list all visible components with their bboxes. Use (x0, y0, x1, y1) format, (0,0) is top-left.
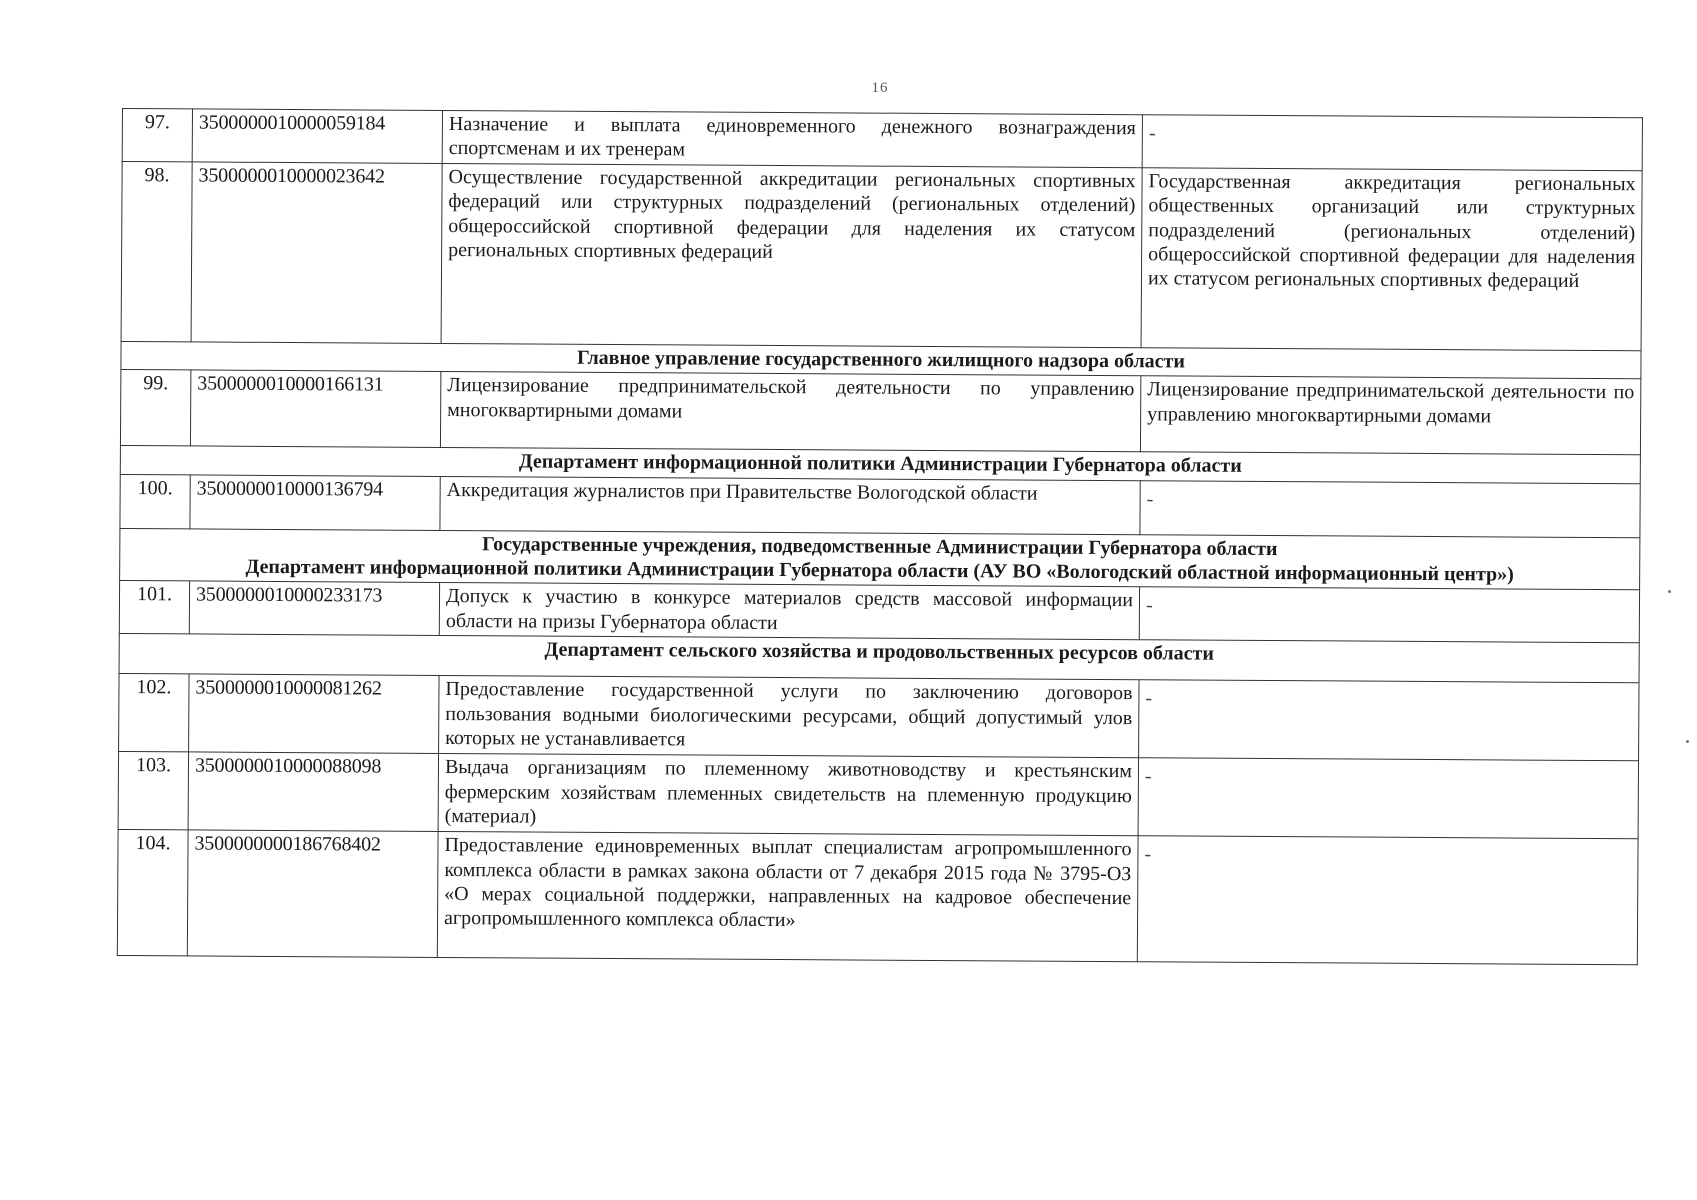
section-title-line: Государственные учреждения, подведомственные Администрации Губернатора области (482, 532, 1278, 560)
registry-code: 3500000010000233173 (189, 581, 439, 635)
service-note: Лицензирование предпринимательской деятельности по управлению многоквартирными домами (1140, 376, 1640, 455)
scan-speck (1686, 740, 1689, 743)
table-row (119, 581, 1639, 643)
service-note: - (1142, 115, 1642, 171)
table-row (122, 109, 1642, 171)
service-note: - (1140, 480, 1640, 537)
table-row (121, 161, 1642, 350)
service-name: Аккредитация журналистов при Правительстве Вологодской области (440, 476, 1140, 534)
service-name: Предоставление государственной услуги по заключению договоров пользования водными биологическими ресурсами, общий допустимый улов которых не устанавливается (439, 676, 1139, 758)
section-title: Департамент сельского хозяйства и продовольственных ресурсов области (119, 634, 1639, 683)
section-subtitle-line: Департамент информационной политики Администрации Губернатора области (АУ ВО «Вологодский областной информационный центр») (245, 555, 1514, 586)
table-row (120, 474, 1640, 537)
registry-code: 3500000010000023642 (191, 162, 442, 344)
section-header-row (120, 528, 1640, 590)
table-row (119, 674, 1639, 761)
service-name: Выдача организациям по племенному животноводству и крестьянским фермерским хозяйствам племенных свидетельств на племенную продукцию (материал) (438, 754, 1138, 836)
service-note: - (1139, 587, 1639, 643)
service-name: Допуск к участию в конкурсе материалов средств массовой информации области на призы Губернатора области (439, 583, 1139, 640)
row-number: 104. (117, 830, 188, 956)
page-number: 16 (871, 80, 889, 96)
row-number: 103. (118, 752, 188, 830)
scan-speck (1668, 590, 1671, 593)
service-name: Осуществление государственной аккредитации региональных спортивных федераций или структурных подразделений (региональных отделений) общероссийской спортивной федерации для наделения их статусом региональных спортивных федераций (441, 163, 1142, 347)
service-note: Государственная аккредитация региональных общественных организаций или структурных подразделений (региональных отделений) общероссийской спортивной федерации для наделения их статусом региональных спортивных федераций (1141, 168, 1642, 351)
row-number: 102. (119, 674, 189, 752)
registry-code: 3500000010000166131 (190, 370, 440, 448)
registry-code: 3500000010000088098 (188, 752, 438, 832)
section-title: Департамент информационной политики Администрации Губернатора области (120, 446, 1640, 484)
section-title: Главное управление государственного жилищного надзора области (121, 341, 1641, 379)
row-number: 100. (120, 474, 190, 528)
row-number: 98. (121, 161, 192, 341)
register-sheet (117, 108, 1642, 965)
service-note: - (1137, 836, 1638, 965)
table-row (117, 830, 1638, 965)
registry-code: 3500000010000136794 (190, 474, 440, 530)
services-table (117, 108, 1643, 965)
section-title (120, 528, 1640, 590)
registry-code: 3500000010000059184 (192, 109, 442, 163)
service-name: Назначение и выплата единовременного денежного вознаграждения спортсменам и их тренерам (442, 110, 1142, 167)
service-note: - (1139, 680, 1639, 761)
table-row (118, 752, 1638, 839)
row-number: 99. (120, 370, 190, 446)
registry-code: 3500000010000081262 (189, 674, 439, 754)
service-name: Предоставление единовременных выплат специалистам агропромышленного комплекса области в рамках закона области от 7 декабря 2015 года № 3795-ОЗ «О мерах социальной поддержки, направленных на кадровое обеспечение агропромышленного комплекса области» (437, 832, 1138, 962)
service-name: Лицензирование предпринимательской деятельности по управлению многоквартирными домами (440, 372, 1140, 452)
service-note: - (1138, 758, 1638, 839)
table-row (120, 370, 1640, 455)
row-number: 97. (122, 109, 192, 162)
row-number: 101. (119, 581, 189, 634)
registry-code: 3500000000186768402 (187, 830, 438, 958)
